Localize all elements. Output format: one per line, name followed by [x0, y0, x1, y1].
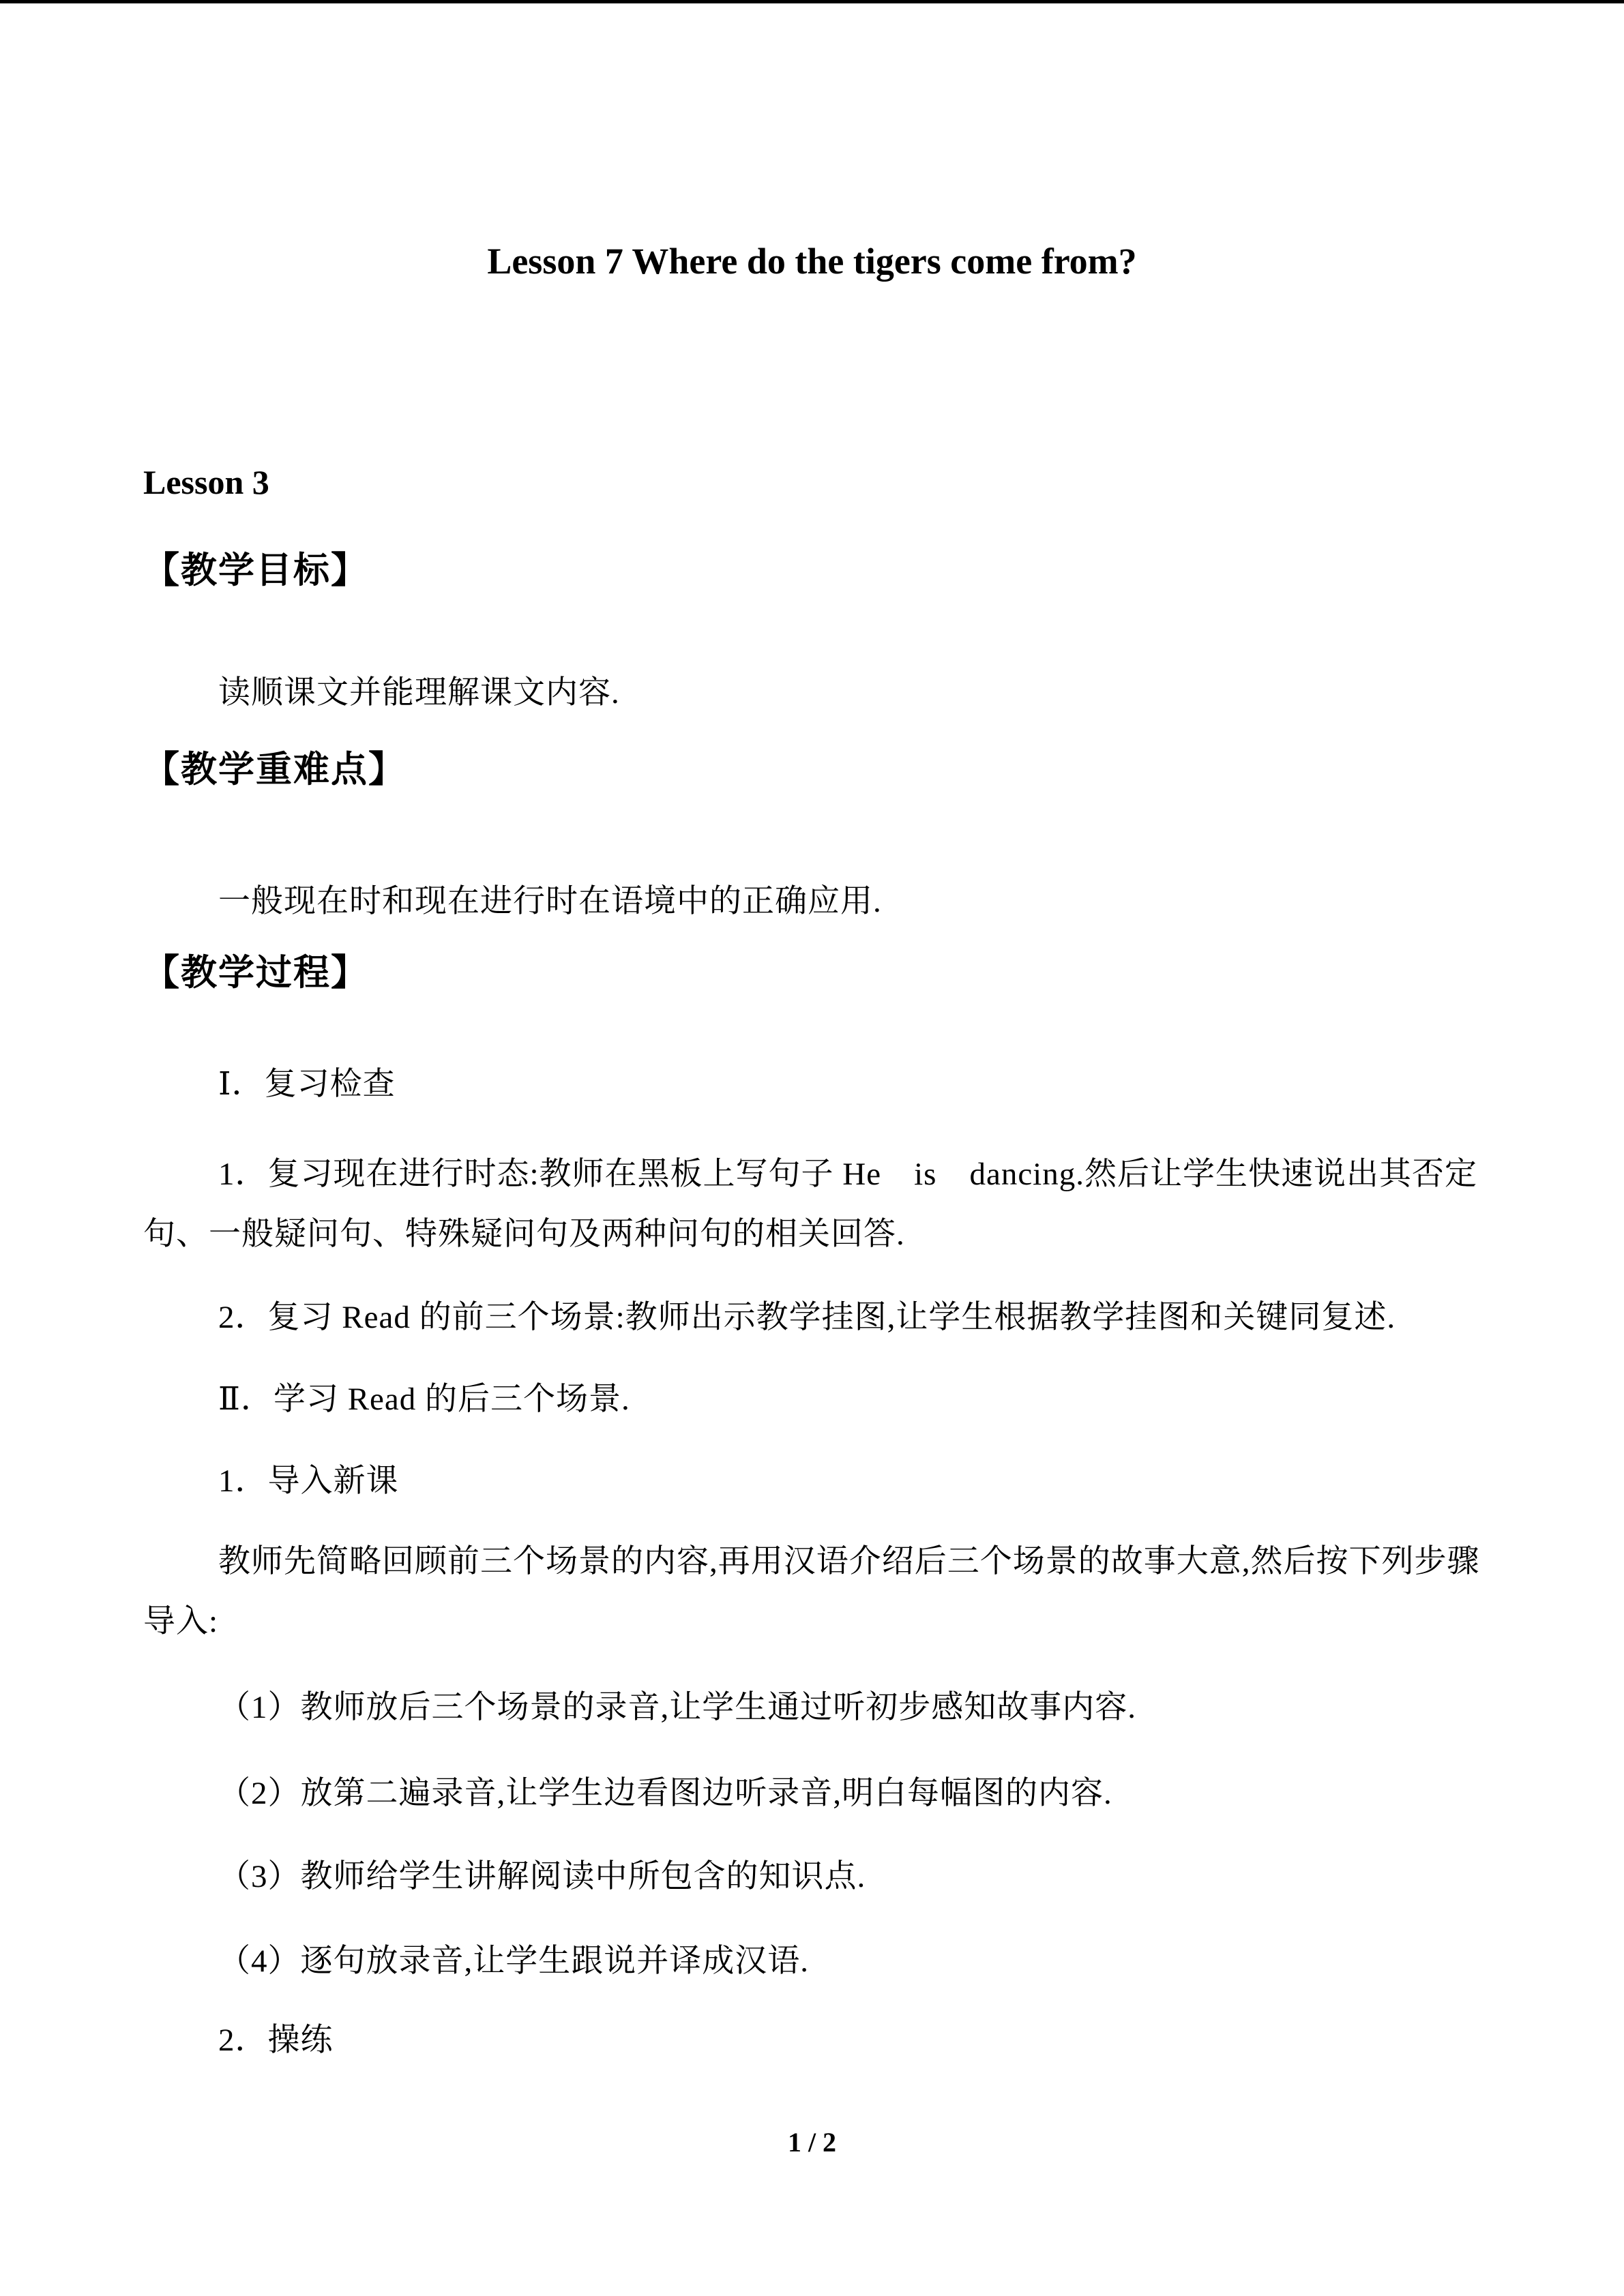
objectives-body: 读顺课文并能理解课文内容. [218, 675, 620, 711]
page-number-indicator: 1 / 2 [787, 2127, 837, 2158]
section-heading-key-points: 【教学重难点】 [143, 750, 406, 790]
process-step: Ⅱ．学习 Read 的后三个场景. [218, 1382, 630, 1417]
process-step: 1．导入新课 [218, 1463, 399, 1499]
section-heading-objectives: 【教学目标】 [143, 551, 368, 591]
section-heading-process: 【教学过程】 [143, 953, 368, 993]
process-step: Ⅰ．复习检查 [218, 1067, 396, 1102]
document-title: Lesson 7 Where do the tigers come from? [487, 241, 1137, 282]
key-points-body: 一般现在时和现在进行时在语境中的正确应用. [218, 884, 882, 919]
process-step: 2．复习 Read 的前三个场景:教师出示教学挂图,让学生根据教学挂图和关键同复述. [218, 1300, 1396, 1335]
process-step: （1）教师放后三个场景的录音,让学生通过听初步感知故事内容. [218, 1690, 1136, 1725]
process-step: 教师先简略回顾前三个场景的内容,再用汉语介绍后三个场景的故事大意,然后按下列步骤导入: [143, 1544, 1480, 1639]
lesson-heading: Lesson 3 [143, 463, 269, 501]
process-step: （4）逐句放录音,让学生跟说并译成汉语. [218, 1943, 809, 1979]
page-top-border [0, 0, 1624, 3]
process-step: （3）教师给学生讲解阅读中所包含的知识点. [218, 1859, 866, 1894]
process-step: 2．操练 [218, 2023, 334, 2058]
process-step: （2）放第二遍录音,让学生边看图边听录音,明白每幅图的内容. [218, 1776, 1112, 1811]
process-step: 1．复习现在进行时态:教师在黑板上写句子 He is dancing.然后让学生快速说出其否定句、一般疑问句、特殊疑问句及两种问句的相关回答. [143, 1157, 1477, 1252]
